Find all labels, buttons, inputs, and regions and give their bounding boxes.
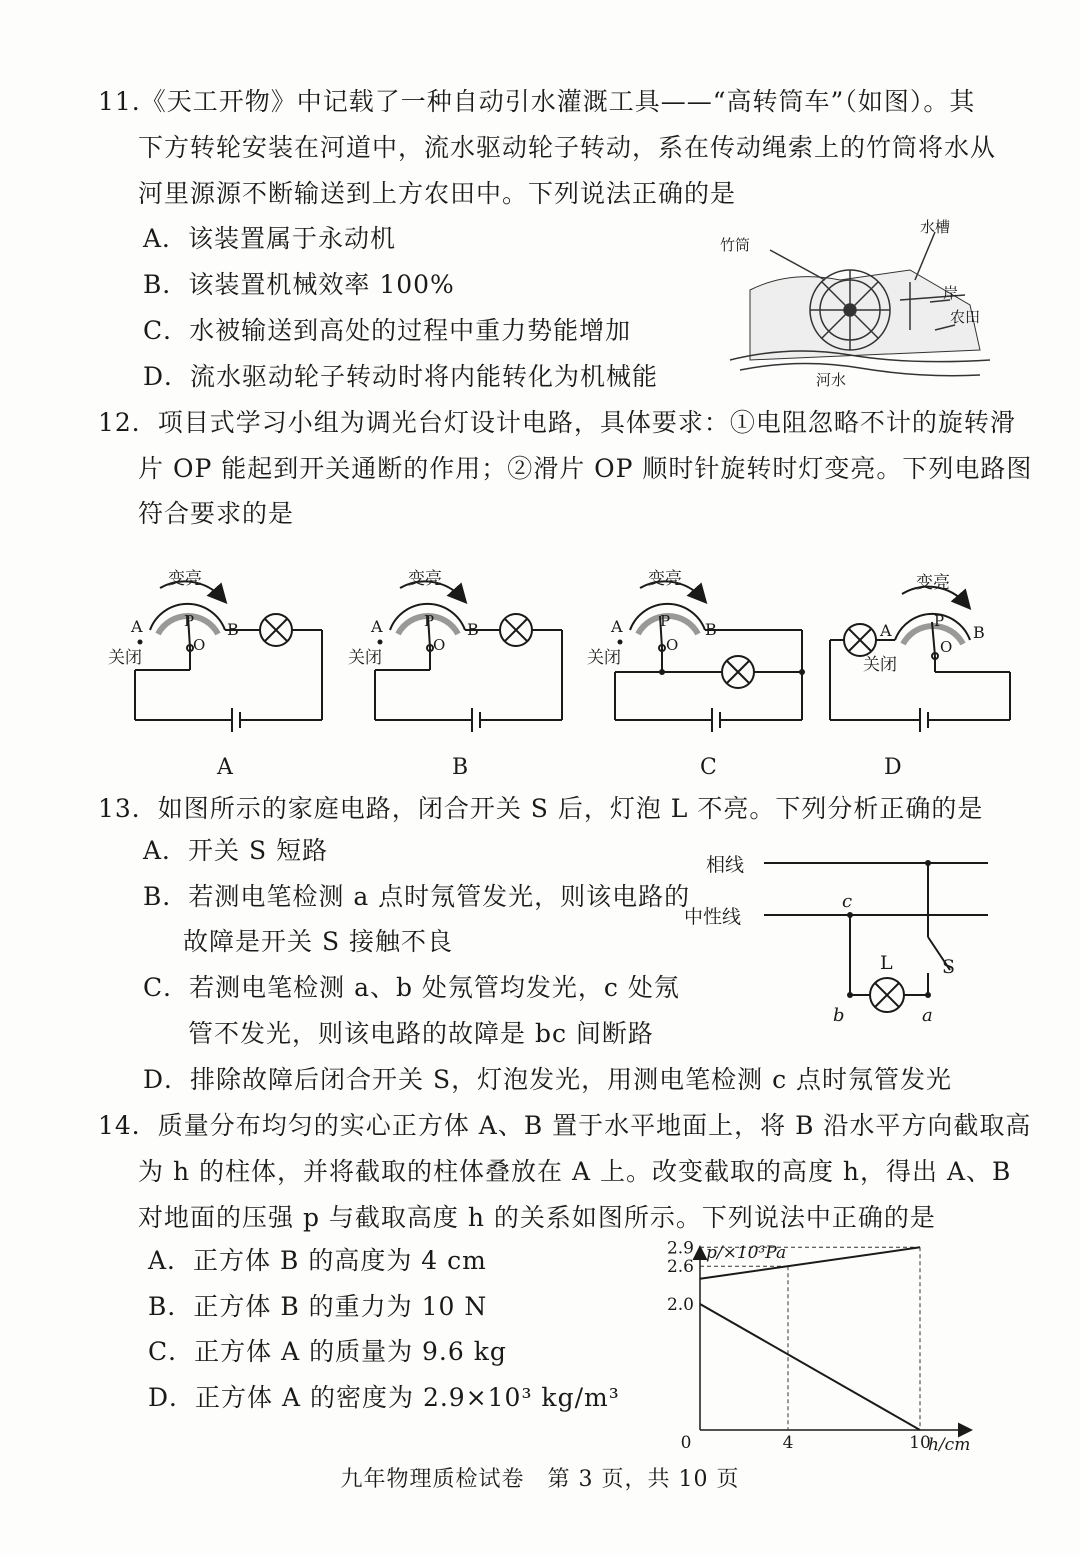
label-l: L xyxy=(880,952,893,974)
circuit-b-label-a: A xyxy=(371,617,383,636)
q11-option-a: A．该装置属于永动机 xyxy=(143,224,397,253)
q11-stem-line-2: 下方转轮安装在河道中，流水驱动轮子转动，系在传动绳索上的竹筒将水从 xyxy=(138,133,997,162)
x-axis-label: h/cm xyxy=(928,1435,971,1455)
x-tick-10: 10 xyxy=(909,1433,931,1453)
q13-option-a: A．开关 S 短路 xyxy=(143,836,329,865)
circuit-a xyxy=(135,581,322,732)
circuit-c-label-b: B xyxy=(705,620,717,639)
water-wheel-figure xyxy=(710,210,1000,390)
circuit-d-label-b: B xyxy=(973,623,985,642)
q14-stem-line-3: 对地面的压强 p 与截取高度 h 的关系如图所示。下列说法中正确的是 xyxy=(138,1203,936,1232)
q14-option-c: C．正方体 A 的质量为 9.6 kg xyxy=(148,1337,507,1366)
y-tick-2.9: 2.9 xyxy=(666,1240,694,1259)
circuit-b-label-b: B xyxy=(467,620,479,639)
circuit-d-off: 关闭 xyxy=(863,655,897,675)
circuit-a-label-b: B xyxy=(227,620,239,639)
q11-option-c: C．水被输送到高处的过程中重力势能增加 xyxy=(143,316,632,345)
q13-stem: 13．如图所示的家庭电路，闭合开关 S 后，灯泡 L 不亮。下列分析正确的是 xyxy=(98,794,984,823)
q12-stem-line-2: 片 OP 能起到开关通断的作用；②滑片 OP 顺时针旋转时灯变亮。下列电路图 xyxy=(138,454,1033,483)
series-line-2 xyxy=(700,1304,920,1430)
circuit-d xyxy=(830,587,1010,732)
q13-option-d: D．排除故障后闭合开关 S，灯泡发光，用测电笔检测 c 点时氖管发光 xyxy=(143,1065,953,1094)
circuit-c-brighter: 变亮 xyxy=(648,569,682,589)
y-axis-label: p/×10³Pa xyxy=(706,1243,787,1263)
label-trough: 水槽 xyxy=(920,218,951,236)
circuit-d-label-p: P xyxy=(934,612,945,630)
label-field: 农田 xyxy=(950,308,981,326)
label-live-wire: 相线 xyxy=(706,854,745,876)
circuit-a-brighter: 变亮 xyxy=(168,569,202,589)
household-circuit-figure xyxy=(680,845,1000,1035)
label-tube: 竹筒 xyxy=(720,236,751,254)
choice-a-label: A xyxy=(217,755,233,780)
choice-b-label: B xyxy=(452,755,469,780)
q14-option-d: D．正方体 A 的密度为 2.9×10³ kg/m³ xyxy=(148,1383,620,1412)
page-footer: 九年物理质检试卷 第 3 页，共 10 页 xyxy=(340,1467,740,1492)
label-b: b xyxy=(833,1005,845,1026)
circuit-a-label-a: A xyxy=(131,617,143,636)
q13-option-b-cont: 故障是开关 S 接触不良 xyxy=(183,927,454,956)
circuit-d-label-a: A xyxy=(880,621,892,640)
circuit-c xyxy=(615,581,802,732)
circuit-a-label-p: P xyxy=(184,612,195,630)
label-neutral-wire: 中性线 xyxy=(684,906,742,928)
label-bank: 岸 xyxy=(943,284,959,302)
circuit-c-label-a: A xyxy=(611,617,623,636)
label-s: S xyxy=(942,956,956,978)
q14-option-b: B．正方体 B 的重力为 10 N xyxy=(148,1292,488,1321)
choice-c-label: C xyxy=(700,755,717,780)
y-tick-2.0: 2.0 xyxy=(666,1295,694,1315)
q13-option-c-cont: 管不发光，则该电路的故障是 bc 间断路 xyxy=(188,1019,654,1048)
label-a: a xyxy=(922,1005,933,1026)
q13-option-c: C．若测电笔检测 a、b 处氖管均发光，c 处氖 xyxy=(143,973,680,1002)
q14-stem-line-2: 为 h 的柱体，并将截取的柱体叠放在 A 上。改变截取的高度 h，得出 A、B xyxy=(138,1157,1012,1186)
circuit-c-label-p: P xyxy=(660,612,671,630)
q11-option-d: D．流水驱动轮子转动时将内能转化为机械能 xyxy=(143,362,659,391)
x-tick-0: 0 xyxy=(680,1433,692,1453)
q13-option-b: B．若测电笔检测 a 点时氖管发光，则该电路的 xyxy=(143,882,691,911)
circuit-a-label-o: O xyxy=(193,636,206,654)
q12-stem-line-3: 符合要求的是 xyxy=(138,499,295,528)
choice-d-label: D xyxy=(884,755,902,780)
q14-stem-line-1: 14．质量分布均匀的实心正方体 A、B 置于水平地面上，将 B 沿水平方向截取高 xyxy=(98,1111,1032,1140)
circuit-d-label-o: O xyxy=(940,638,953,656)
circuit-c-label-o: O xyxy=(666,636,679,654)
q11-stem-line-3: 河里源源不断输送到上方农田中。下列说法正确的是 xyxy=(138,179,737,208)
circuit-b-label-p: P xyxy=(424,612,435,630)
circuit-c-off: 关闭 xyxy=(587,648,621,668)
label-c: c xyxy=(842,891,853,912)
y-tick-2.6: 2.6 xyxy=(666,1257,694,1278)
q14-option-a: A．正方体 B 的高度为 4 cm xyxy=(148,1246,487,1275)
circuit-d-brighter: 变亮 xyxy=(916,573,950,593)
q12-stem-line-1: 12．项目式学习小组为调光台灯设计电路，具体要求：①电阻忽略不计的旋转滑 xyxy=(98,408,1016,437)
circuit-a-off: 关闭 xyxy=(108,648,142,668)
circuit-b xyxy=(375,581,562,732)
circuit-b-off: 关闭 xyxy=(348,648,382,668)
circuit-b-label-o: O xyxy=(433,636,446,654)
label-river: 河水 xyxy=(816,371,847,389)
q11-option-b: B．该装置机械效率 100% xyxy=(143,270,455,299)
q11-stem-line-1: 11.《天工开物》中记载了一种自动引水灌溉工具——“高转筒车”（如图）。其 xyxy=(98,87,976,116)
x-tick-4: 4 xyxy=(782,1433,794,1453)
q12-circuit-diagrams xyxy=(100,560,1020,790)
pressure-height-chart xyxy=(660,1240,990,1460)
circuit-b-brighter: 变亮 xyxy=(408,569,442,589)
